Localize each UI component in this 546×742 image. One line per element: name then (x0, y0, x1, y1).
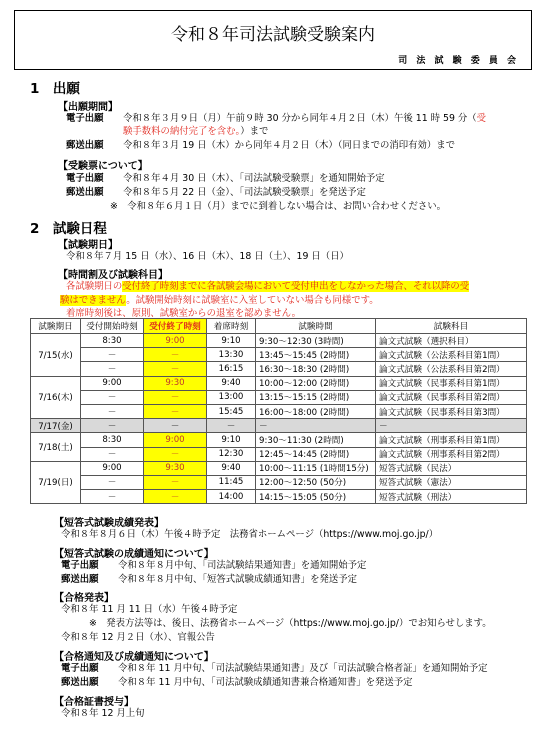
title-box (14, 10, 532, 70)
exam-subject-cell: 短答式試験（民法） (376, 461, 527, 475)
seating-time-cell: 9:10 (207, 433, 256, 447)
exam-subject-cell: 論文式試験（公法系科目第2問） (376, 362, 527, 376)
reception-end-cell: － (144, 490, 207, 504)
exam-time-cell: 9:30～12:30 (3時間) (256, 334, 376, 348)
exam-time-cell: 13:45～15:45 (2時間) (256, 348, 376, 362)
exam-dates-text: 令和８年７月 15 日（水）、16 日（木）、18 日（土）、19 日（日） (66, 251, 349, 262)
ticket-mail-line: 郵送出願 令和８年５月 22 日（金）、「司法試験受験票」を発送予定 (66, 187, 366, 198)
exam-dates-heading: 【試験期日】 (58, 240, 118, 251)
header-seating-time: 着席時刻 (207, 319, 256, 334)
pass-notice-electronic: 電子出願 令和８年 11 月中旬、「司法試験結果通知書」及び「司法試験合格者証」を通知開始予定 (61, 663, 488, 674)
seating-time-cell: 11:45 (207, 475, 256, 489)
short-answer-notice-heading: 【短答式試験の成績通知について】 (54, 549, 214, 560)
seating-time-cell: 14:00 (207, 490, 256, 504)
label-mail: 郵送出願 (66, 140, 104, 151)
deadline-notice-2: 験はできません。試験開始時刻に試験室に入室していない場合も同様です。 (60, 295, 379, 306)
exam-time-cell: 10:00～12:00 (2時間) (256, 376, 376, 390)
reception-start-cell: 8:30 (81, 433, 144, 447)
header-exam-subject: 試験科目 (376, 319, 527, 334)
ticket-note: ※ 令和８年６月１日（月）までに到着しない場合は、お問い合わせください。 (110, 201, 446, 212)
exam-time-cell: 12:45～14:45 (2時間) (256, 447, 376, 461)
reception-end-cell: 9:30 (144, 461, 207, 475)
reception-end-cell: － (144, 404, 207, 418)
schedule-row (31, 419, 527, 433)
schedule-date-cell: 7/18(土) (31, 433, 81, 461)
reception-end-cell: 9:30 (144, 376, 207, 390)
application-period-heading: 【出願期間】 (58, 102, 118, 113)
schedule-row (31, 447, 527, 461)
schedule-row (31, 376, 527, 390)
exam-subject-cell: 短答式試験（憲法） (376, 475, 527, 489)
reception-start-cell: 8:30 (81, 334, 144, 348)
pass-notice-mail: 郵送出願 令和８年 11 月中旬、「司法試験成績通知書兼合格通知書」を発送予定 (61, 677, 413, 688)
schedule-date-cell: 7/15(水) (31, 334, 81, 377)
seating-time-cell: 9:40 (207, 461, 256, 475)
electronic-application-line: 電子出願 令和８年３月９日（月）午前９時 30 分から同年４月２日（木）午後 11 時 59 分（受 (66, 113, 487, 124)
pass-notice-heading: 【合格通知及び成績通知について】 (54, 652, 214, 663)
exam-subject-cell: 論文式試験（民事系科目第2問） (376, 390, 527, 404)
reception-start-cell: 9:00 (81, 461, 144, 475)
exam-time-cell: － (256, 419, 376, 433)
reception-start-cell: － (81, 447, 144, 461)
header-exam-date: 試験期日 (31, 319, 81, 334)
exam-time-cell: 10:00～11:15 (1時間15分) (256, 461, 376, 475)
schedule-row (31, 404, 527, 418)
label-electronic: 電子出願 (66, 113, 104, 124)
exam-time-cell: 16:30～18:30 (2時間) (256, 362, 376, 376)
schedule-row (31, 461, 527, 475)
seating-time-cell: － (207, 419, 256, 433)
reception-end-cell: － (144, 475, 207, 489)
short-answer-results-text: 令和８年８月６日（木）午後４時予定 法務省ホームページ（https://www.moj.go.jp/） (61, 529, 439, 540)
exam-time-cell: 16:00～18:00 (2時間) (256, 404, 376, 418)
header-reception-start: 受付開始時刻 (81, 319, 144, 334)
seating-time-cell: 12:30 (207, 447, 256, 461)
reception-end-cell: 9:00 (144, 334, 207, 348)
exam-time-cell: 12:00～12:50 (50分) (256, 475, 376, 489)
seating-time-cell: 13:30 (207, 348, 256, 362)
reception-end-cell: － (144, 348, 207, 362)
short-answer-notice-mail: 郵送出願 令和８年８月中旬、「短答式試験成績通知書」を発送予定 (61, 574, 358, 585)
exam-subject-cell: 短答式試験（刑法） (376, 490, 527, 504)
seating-time-cell: 15:45 (207, 404, 256, 418)
header-exam-time: 試験時間 (256, 319, 376, 334)
schedule-row (31, 490, 527, 504)
seating-time-cell: 9:10 (207, 334, 256, 348)
schedule-date-cell: 7/16(木) (31, 376, 81, 419)
schedule-date-cell: 7/19(日) (31, 461, 81, 504)
section-application-title: 1 出願 (30, 81, 80, 97)
reception-start-cell: － (81, 348, 144, 362)
ticket-electronic-line: 電子出願 令和８年４月 30 日（木）、「司法試験受験票」を通知開始予定 (66, 173, 385, 184)
electronic-application-line-2: 験手数料の納付完了を含む。）まで (123, 126, 269, 137)
deadline-notice-3: 着席時刻後は、原則、試験室からの退室を認めません。 (66, 308, 301, 319)
exam-time-cell: 13:15～15:15 (2時間) (256, 390, 376, 404)
reception-start-cell: － (81, 490, 144, 504)
header-reception-end: 受付終了時刻 (144, 319, 207, 334)
schedule-row (31, 433, 527, 447)
schedule-row (31, 362, 527, 376)
pass-announcement-note: ※ 発表方法等は、後日、法務省ホームページ（https://www.moj.go.jp/）でお知らせします。 (89, 618, 492, 629)
document-page (14, 10, 532, 719)
exam-subject-cell: 論文式試験（刑事系科目第2問） (376, 447, 527, 461)
organization-name: 司 法 試 験 委 員 会 (398, 56, 519, 66)
exam-subject-cell: 論文式試験（民事系科目第3問） (376, 404, 527, 418)
schedule-header-row (31, 319, 527, 334)
short-answer-notice-electronic: 電子出願 令和８年８月中旬、「司法試験結果通知書」を通知開始予定 (61, 560, 367, 571)
exam-subject-cell: 論文式試験（民事系科目第1問） (376, 376, 527, 390)
section-schedule-title: 2 試験日程 (30, 221, 107, 237)
seating-time-cell: 13:00 (207, 390, 256, 404)
reception-start-cell: － (81, 475, 144, 489)
reception-end-cell: 9:00 (144, 433, 207, 447)
ticket-heading: 【受験票について】 (58, 161, 148, 172)
exam-subject-cell: － (376, 419, 527, 433)
exam-subject-cell: 論文式試験（公法系科目第1問） (376, 348, 527, 362)
reception-end-cell: － (144, 362, 207, 376)
exam-subject-cell: 論文式試験（選択科目） (376, 334, 527, 348)
seating-time-cell: 16:15 (207, 362, 256, 376)
reception-start-cell: 9:00 (81, 376, 144, 390)
exam-subject-cell: 論文式試験（刑事系科目第1問） (376, 433, 527, 447)
document-title: 令和８年司法試験受験案内 (171, 25, 375, 45)
reception-start-cell: － (81, 362, 144, 376)
schedule-row (31, 334, 527, 348)
pass-announcement-heading: 【合格発表】 (54, 593, 114, 604)
schedule-row (31, 390, 527, 404)
short-answer-results-heading: 【短答式試験成績発表】 (54, 518, 164, 529)
certificate-date: 令和８年 12 月上旬 (61, 708, 145, 719)
reception-start-cell: － (81, 419, 144, 433)
deadline-notice-1: 各試験期日の受付終了時刻までに各試験会場において受付申出をしなかった場合、それ以降の受 (66, 281, 470, 292)
seating-time-cell: 9:40 (207, 376, 256, 390)
pass-announcement-date: 令和８年 11 月 11 日（水）午後４時予定 (61, 604, 238, 615)
schedule-row (31, 475, 527, 489)
schedule-date-cell: 7/17(金) (31, 419, 81, 433)
exam-time-cell: 9:30～11:30 (2時間) (256, 433, 376, 447)
reception-start-cell: － (81, 390, 144, 404)
reception-end-cell: － (144, 419, 207, 433)
mail-application-line: 郵送出願 令和８年３月 19 日（木）から同年４月２日（木）（同日までの消印有効）まで (66, 140, 455, 151)
pass-gazette: 令和８年 12 月２日（水）、官報公告 (61, 632, 215, 643)
exam-time-cell: 14:15～15:05 (50分) (256, 490, 376, 504)
reception-start-cell: － (81, 404, 144, 418)
schedule-table (30, 318, 527, 504)
certificate-heading: 【合格証書授与】 (54, 697, 134, 708)
schedule-row (31, 348, 527, 362)
reception-end-cell: － (144, 390, 207, 404)
reception-end-cell: － (144, 447, 207, 461)
timetable-heading: 【時間割及び試験科目】 (58, 270, 168, 281)
